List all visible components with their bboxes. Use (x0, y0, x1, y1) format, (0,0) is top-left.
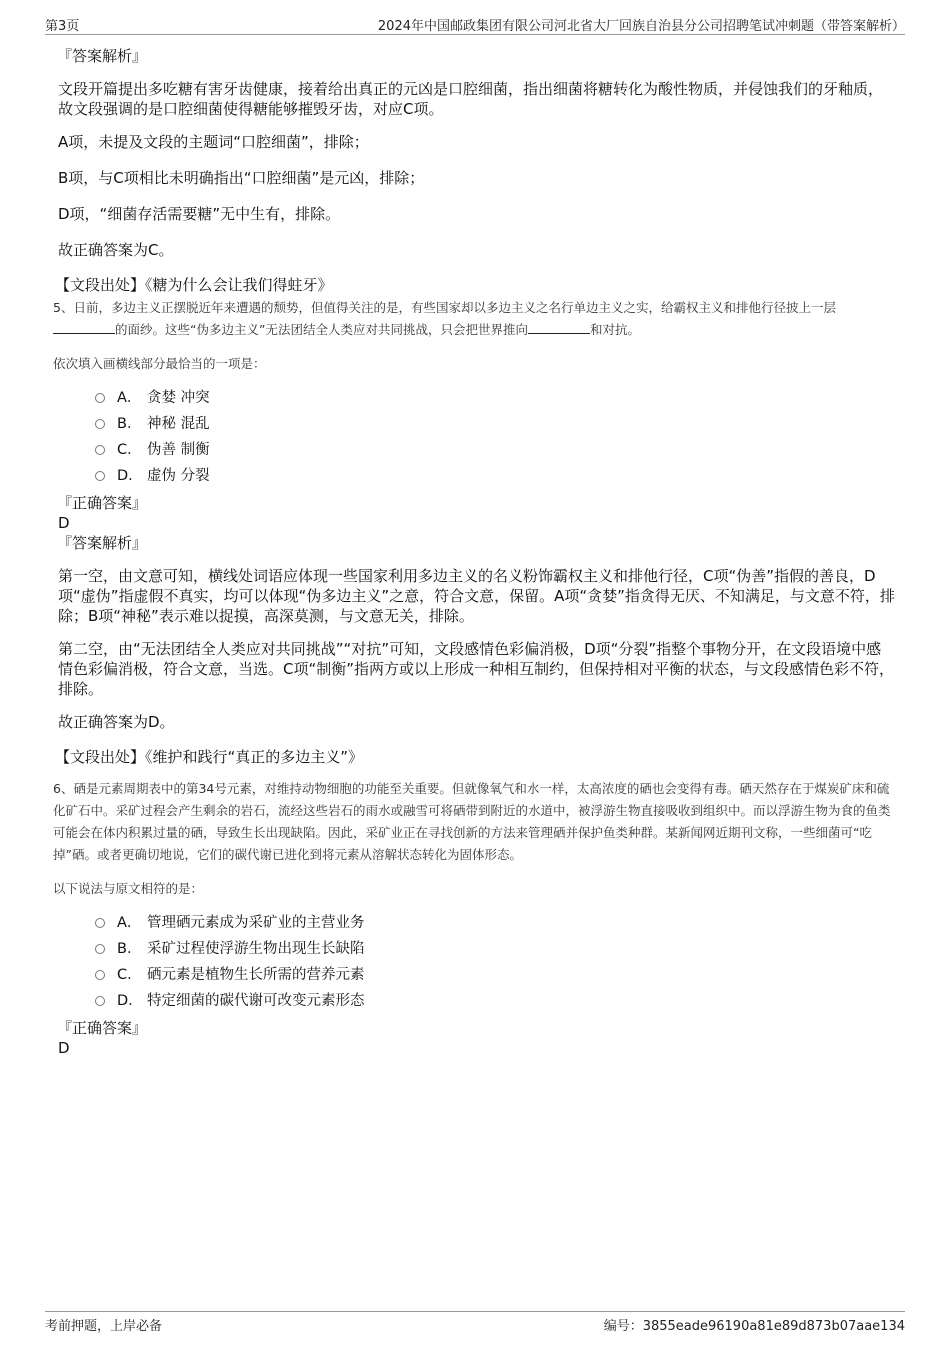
main-content (55, 46, 895, 1058)
q4-analysis-label: 『答案解析』 (57, 47, 148, 65)
option-letter: C． (117, 966, 142, 983)
option-text: 伪善 制衡 (147, 441, 210, 458)
document-title: 2024年中国邮政集团有限公司河北省大厂回族自治县分公司招聘笔试冲刺题（带答案解析） (377, 19, 905, 34)
q4-analysis-p1: 文段开篇提出多吃糖有害牙齿健康，接着给出真正的元凶是口腔细菌，指出细菌将糖转化为酸性物质，并侵蚀我们的牙釉质，故文段强调的是口腔细菌使得糖能够摧毁牙齿，对应C项。 (58, 80, 884, 118)
radio-icon[interactable] (95, 944, 105, 954)
radio-icon[interactable] (95, 445, 105, 455)
q4-analysis-a: A项，未提及文段的主题词“口腔细菌”，排除； (58, 133, 369, 151)
q5-blank-2 (528, 321, 590, 334)
q5-option-a[interactable] (95, 383, 895, 409)
q5-stem-part3: 和对抗。 (589, 322, 640, 337)
q5-stem (53, 297, 895, 341)
option-text: 神秘 混乱 (147, 415, 210, 432)
q6-stem: 6、硒是元素周期表中的第34号元素，对维持动物细胞的功能至关重要。但就像氧气和水一样，太高浓度的硒也会变得有毒。硒天然存在于煤炭矿床和硫化矿石中。采矿过程会产生剩余的岩石，流经这些岩石的雨水或融雪可将硒带到附近的水道中，被浮游生物直接吸收到组织中。而以浮游生物为食的鱼类可能会在体内积累过量的硒，导致生长出现缺陷。因此，采矿业正在寻找创新的方法来管理硒并保护鱼类种群。某新闻网近期刊文称，一些细菌可“吃掉”硒。或者更确切地说，它们的碳代谢已进化到将元素从溶解状态转化为固体形态。 (53, 781, 891, 862)
page-header (45, 14, 905, 35)
radio-icon[interactable] (95, 419, 105, 429)
q5-conclusion: 故正确答案为D。 (58, 713, 175, 731)
q6-options (95, 908, 895, 1012)
q5-stem-part1: 5、日前，多边主义正摆脱近年来遭遇的颓势，但值得关注的是，有些国家却以多边主义之名行单边主义之实，给霸权主义和排他行径披上一层 (53, 300, 836, 315)
q6-prompt: 以下说法与原文相符的是： (53, 881, 204, 896)
option-letter: B． (117, 940, 142, 957)
q5-answer: D (58, 514, 70, 532)
q5-stem-part2: 的面纱。这些“伪多边主义”无法团结全人类应对共同挑战，只会把世界推向 (115, 322, 528, 337)
q5-option-c[interactable] (95, 435, 895, 461)
option-letter: A． (117, 389, 142, 406)
option-text: 管理硒元素成为采矿业的主营业务 (147, 914, 365, 931)
q5-answer-label: 『正确答案』 (57, 494, 148, 512)
page-footer (45, 1311, 905, 1334)
q4-source: 【文段出处】《糖为什么会让我们得蛀牙》 (55, 276, 333, 294)
option-letter: D． (117, 467, 143, 484)
radio-icon[interactable] (95, 471, 105, 481)
q6-answer: D (58, 1039, 70, 1057)
option-letter: D． (117, 992, 143, 1009)
radio-icon[interactable] (95, 393, 105, 403)
q5-option-b[interactable] (95, 409, 895, 435)
option-text: 硒元素是植物生长所需的营养元素 (147, 966, 365, 983)
q6-option-a[interactable] (95, 908, 895, 934)
q5-source: 【文段出处】《维护和践行“真正的多边主义”》 (55, 748, 364, 766)
footer-slogan: 考前押题，上岸必备 (45, 1319, 163, 1334)
q5-analysis-p2: 第二空，由“无法团结全人类应对共同挑战”“对抗”可知，文段感情色彩偏消极，D项“分裂”指整个事物分开，在文段语境中感情色彩偏消极，符合文意，当选。C项“制衡”指两方或以上形成一种相互制约，但保持相对平衡的状态，与文段感情色彩不符，排除。 (58, 640, 895, 698)
radio-icon[interactable] (95, 996, 105, 1006)
q5-blank-1 (53, 321, 115, 334)
option-text: 虚伪 分裂 (147, 467, 210, 484)
q6-answer-label: 『正确答案』 (57, 1019, 148, 1037)
radio-icon[interactable] (95, 918, 105, 928)
q6-option-c[interactable] (95, 960, 895, 986)
option-text: 采矿过程使浮游生物出现生长缺陷 (147, 940, 365, 957)
q4-analysis-d: D项，“细菌存活需要糖”无中生有，排除。 (58, 205, 341, 223)
q5-analysis-p1: 第一空，由文意可知，横线处词语应体现一些国家利用多边主义的名义粉饰霸权主义和排他行径，C项“伪善”指假的善良，D项“虚伪”指虚假不真实，均可以体现“伪多边主义”之意，符合文意，保留。A项“贪婪”指贪得无厌、不知满足，与文意不符，排除；B项“神秘”表示难以捉摸，高深莫测，与文意无关，排除。 (58, 567, 895, 625)
q6-option-b[interactable] (95, 934, 895, 960)
document-id: 编号：3855eade96190a81e89d873b07aae134 (603, 1319, 905, 1334)
q5-options (95, 383, 895, 487)
option-letter: A． (117, 914, 142, 931)
page-number: 第3页 (45, 19, 80, 34)
q5-prompt: 依次填入画横线部分最恰当的一项是： (53, 356, 266, 371)
q4-analysis-b: B项，与C项相比未明确指出“口腔细菌”是元凶，排除； (58, 169, 425, 187)
option-text: 特定细菌的碳代谢可改变元素形态 (147, 992, 365, 1009)
option-text: 贪婪 冲突 (147, 389, 210, 406)
option-letter: C． (117, 441, 142, 458)
q4-conclusion: 故正确答案为C。 (58, 241, 174, 259)
q5-option-d[interactable] (95, 461, 895, 487)
radio-icon[interactable] (95, 970, 105, 980)
q5-analysis-label: 『答案解析』 (57, 534, 148, 552)
q6-option-d[interactable] (95, 986, 895, 1012)
option-letter: B． (117, 415, 142, 432)
